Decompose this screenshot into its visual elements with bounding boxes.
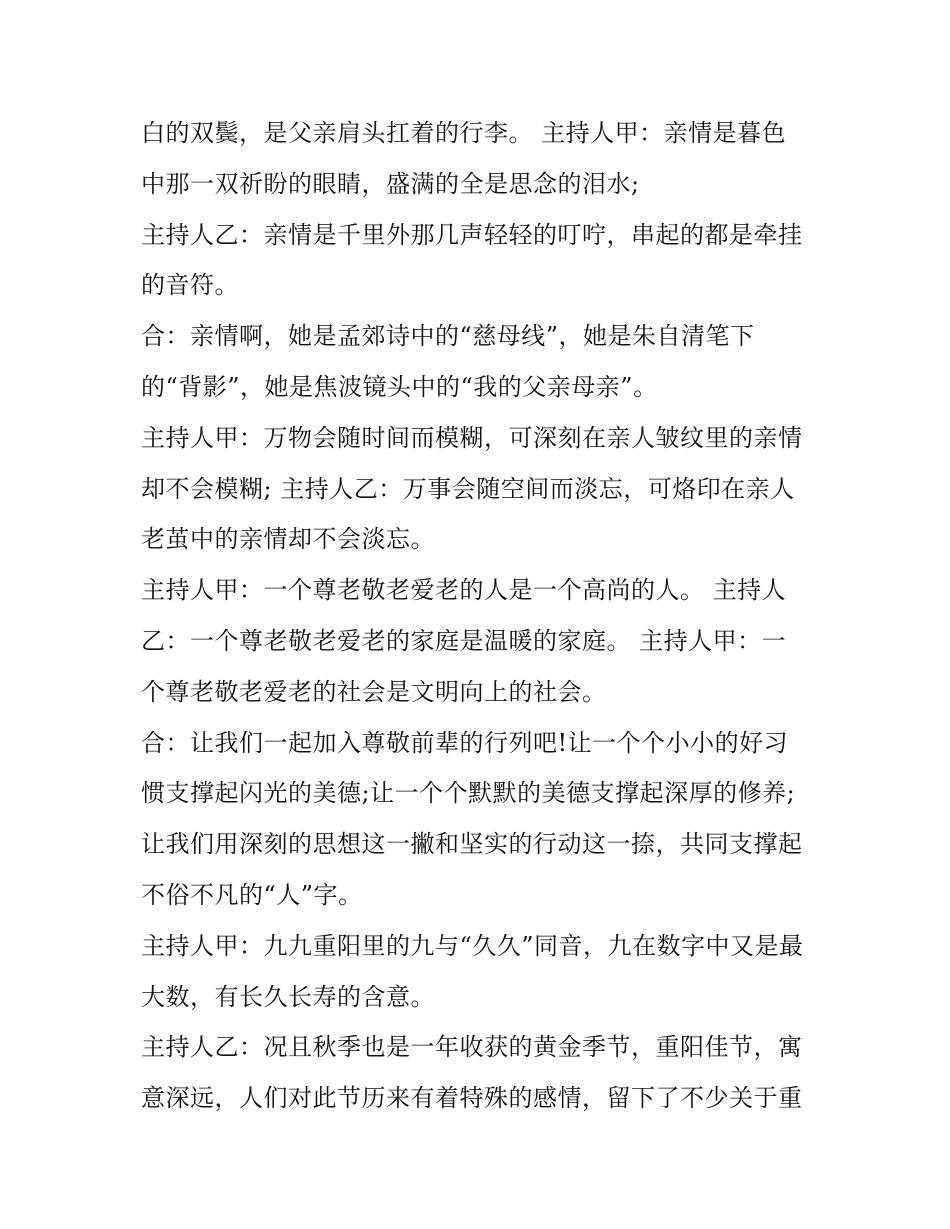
text-line: 主持人甲：一个尊老敬老爱老的人是一个高尚的人。 主持人 [141,576,787,605]
text-line: 乙：一个尊老敬老爱老的家庭是温暖的家庭。 主持人甲：一 [141,626,787,655]
text-line: 大数，有长久长寿的含意。 [141,982,435,1011]
text-line: 不俗不凡的“人”字。 [141,880,363,909]
text-line: 主持人乙：况且秋季也是一年收获的黄金季节，重阳佳节，寓 [141,1033,803,1062]
text-line: 意深远，人们对此节历来有着特殊的感情，留下了不少关于重 [141,1084,803,1113]
text-line: 中那一双祈盼的眼睛，盛满的全是思念的泪水; [141,169,640,198]
text-line: 合：让我们一起加入尊敬前辈的行列吧!让一个个小小的好习 [141,728,789,757]
text-line: 却不会模糊; 主持人乙：万事会随空间而淡忘，可烙印在亲人 [141,474,795,503]
text-line: 老茧中的亲情却不会淡忘。 [141,525,435,554]
text-line: 合：亲情啊，她是孟郊诗中的“慈母线”，她是朱自清笔下 [141,322,755,351]
text-line: 的音符。 [141,271,239,300]
text-line: 个尊老敬老爱老的社会是文明向上的社会。 [141,677,607,706]
text-line: 的“背影”，她是焦波镜头中的“我的父亲母亲”。 [141,372,658,401]
body-text [141,108,821,1124]
text-line: 让我们用深刻的思想这一撇和坚实的行动这一捺，共同支撑起 [141,830,803,859]
text-line: 主持人乙：亲情是千里外那几声轻轻的叮咛，串起的都是牵挂 [141,220,803,249]
text-line: 惯支撑起闪光的美德;让一个个默默的美德支撑起深厚的修养; [141,779,796,808]
text-line: 白的双鬓，是父亲肩头扛着的行李。 主持人甲：亲情是暮色 [141,119,787,147]
text-line: 主持人甲：九九重阳里的九与“久久”同音，九在数字中又是最 [141,931,804,960]
text-line: 主持人甲：万物会随时间而模糊，可深刻在亲人皱纹里的亲情 [141,423,803,452]
